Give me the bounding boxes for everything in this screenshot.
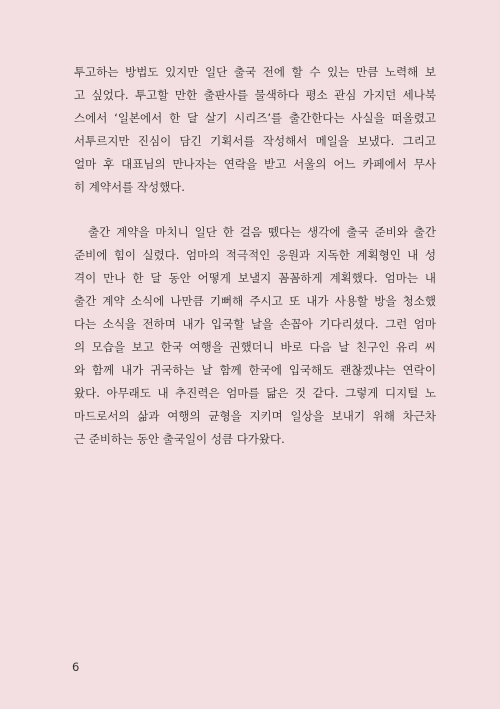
text-line: 서투르지만 진심이 담긴 기획서를 작성해서 메일을 보냈다. 그리고 xyxy=(74,134,436,148)
paragraph-1 xyxy=(74,61,436,199)
text-line: 출간 계약 소식에 나만큼 기뻐해 주시고 또 내가 사용할 방을 청소했 xyxy=(74,294,436,308)
paragraph-2 xyxy=(74,221,436,451)
text-line: 와 함께 내가 귀국하는 날 함께 한국에 입국해도 괜찮겠냐는 연락이 xyxy=(74,363,436,377)
text-line: 투고하는 방법도 있지만 일단 출국 전에 할 수 있는 만큼 노력해 보 xyxy=(74,65,436,79)
text-line: 의 모습을 보고 한국 여행을 권했더니 바로 다음 날 친구인 유리 씨 xyxy=(74,340,436,354)
text-line: 왔다. 아무래도 내 추진력은 엄마를 닮은 것 같다. 그렇게 디지털 노 xyxy=(74,386,436,400)
text-line: 격이 만나 한 달 동안 어떻게 보낼지 꼼꼼하게 계획했다. 엄마는 내 xyxy=(74,271,436,285)
text-line: 마드로서의 삶과 여행의 균형을 지키며 일상을 보내기 위해 차근차 xyxy=(74,409,436,423)
text-line: 얼마 후 대표님의 만나자는 연락을 받고 서울의 어느 카페에서 무사 xyxy=(74,157,436,171)
text-line: 다는 소식을 전하며 내가 입국할 날을 손꼽아 기다리셨다. 그런 엄마 xyxy=(74,317,436,331)
text-line: 히 계약서를 작성했다. xyxy=(74,180,185,194)
text-line: 근 준비하는 동안 출국일이 성큼 다가왔다. xyxy=(74,432,285,446)
text-line: 준비에 힘이 실렸다. 엄마의 적극적인 응원과 지독한 계획형인 내 성 xyxy=(74,248,436,262)
page-body xyxy=(74,61,436,451)
text-line: 고 싶었다. 투고할 만한 출판사를 물색하다 평소 관심 가지던 세나북 xyxy=(74,88,436,102)
paragraph-spacer xyxy=(74,199,436,221)
text-line: 스에서 ‘일본에서 한 달 살기 시리즈’를 출간한다는 사실을 떠올렸고 xyxy=(74,111,436,125)
page-number: 6 xyxy=(72,660,80,674)
text-line: 출간 계약을 마치니 일단 한 걸음 뗐다는 생각에 출국 준비와 출간 xyxy=(88,225,436,239)
